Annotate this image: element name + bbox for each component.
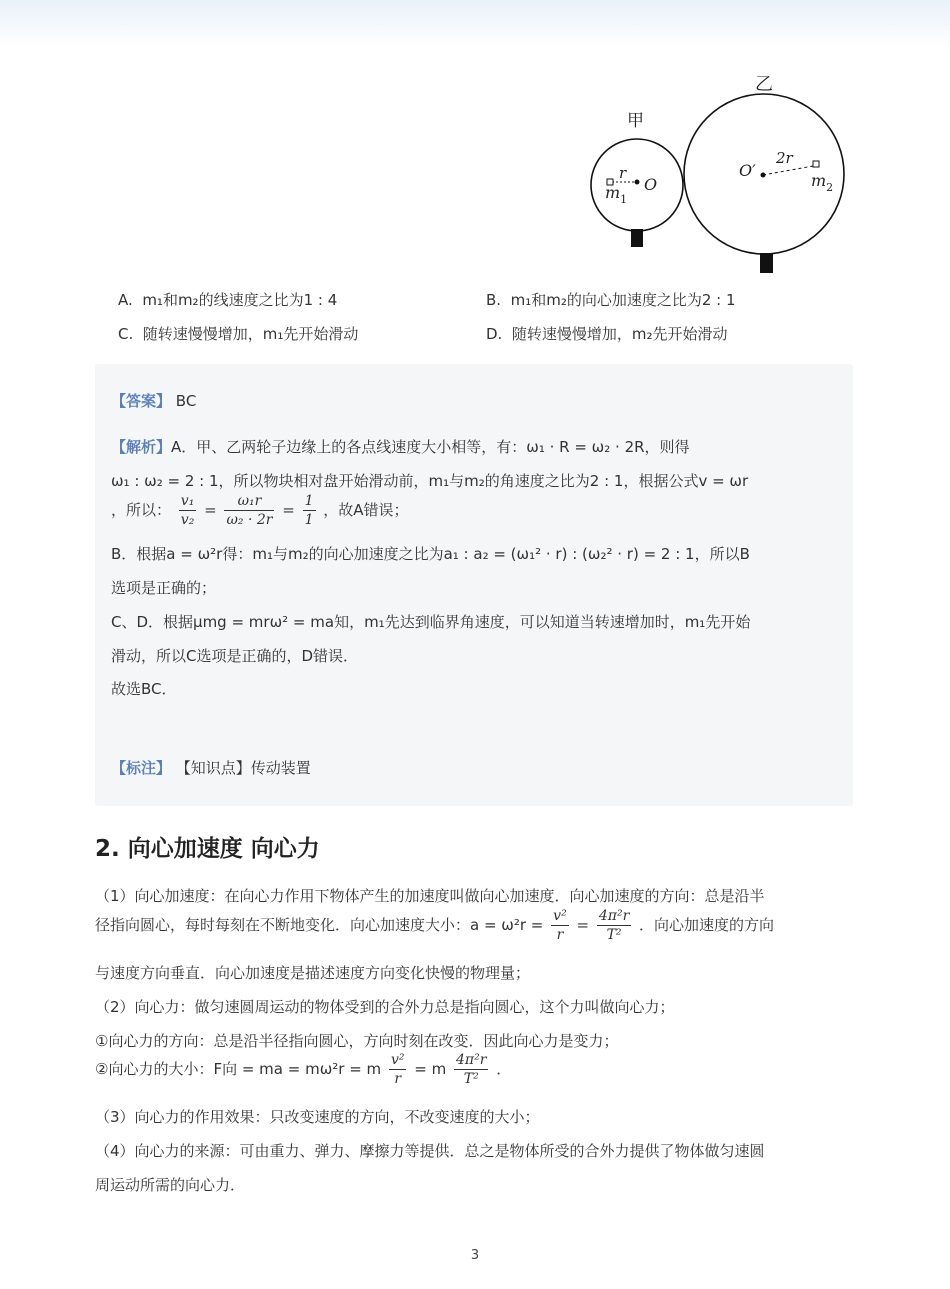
page-header-band — [0, 0, 950, 46]
analysis-tag: 【解析】 — [111, 438, 172, 456]
section-title: 2. 向心加速度 向心力 — [95, 836, 320, 862]
label-r: r — [619, 164, 627, 182]
figure-label-yi: 乙 — [755, 74, 773, 95]
section-p2: （2）向心力：做匀速圆周运动的物体受到的合外力总是指向圆心，这个力叫做向心力； — [95, 998, 675, 1016]
section-p2a: ①向心力的方向：总是沿半径指向圆心，方向时刻在改变．因此向心力是变力； — [95, 1032, 619, 1050]
section-p2b-pre: ②向心力的大小：F向 = ma = mω²r = m — [95, 1060, 382, 1078]
label-O-prime: O′ — [739, 161, 756, 180]
fraction-p2b-4pi2r-T2-den: T² — [463, 1071, 479, 1087]
section-p3: （3）向心力的作用效果：只改变速度的方向，不改变速度的大小； — [95, 1108, 540, 1126]
note-tag: 【标注】 — [111, 759, 172, 777]
label-m2: $m_2$ — [811, 171, 834, 194]
analysis-line-8: 故选BC． — [111, 680, 177, 698]
fraction-p2b-4pi2r-T2-num: 4π²r — [456, 1052, 487, 1068]
option-a[interactable] — [118, 289, 337, 310]
fraction-p2b-v2-r-num: v² — [390, 1052, 405, 1068]
option-c-prefix: C. — [118, 325, 134, 343]
radius-2r-line — [763, 166, 813, 175]
answer-value: BC — [175, 392, 197, 410]
option-c-text: 随转速慢慢增加，m₁先开始滑动 — [142, 325, 359, 343]
stand-jia — [631, 229, 643, 247]
analysis-line-4: B．根据a = ω²r得：m₁与m₂的向心加速度之比为a₁ : a₂ = (ω₁² · r) : (ω₂² · r) = 2 : 1，所以B — [111, 545, 750, 563]
fraction-p2b-4pi2r-T2 — [454, 1051, 488, 1088]
section-p2b-post: ． — [496, 1060, 512, 1078]
option-c[interactable] — [118, 323, 358, 344]
analysis-text-3-pre: ，所以： — [111, 501, 172, 519]
section-p1-line1: （1）向心加速度：在向心力作用下物体产生的加速度叫做向心加速度．向心加速度的方向：总是沿半 — [95, 887, 765, 905]
equals-sign: = — [204, 501, 217, 519]
section-p2b-mid: = m — [414, 1060, 447, 1078]
section-p4-line2: 周运动所需的向心力． — [95, 1176, 246, 1194]
option-a-text: m₁和m₂的线速度之比为1 : 4 — [142, 291, 338, 309]
option-a-prefix: A. — [118, 291, 133, 309]
analysis-line-7: 滑动，所以C选项是正确的，D错误． — [111, 647, 359, 665]
fraction-p2b-v2-r-den: r — [394, 1071, 402, 1087]
fraction-omega — [224, 492, 274, 529]
label-2r: 2r — [776, 149, 793, 167]
fraction-omega-num: ω₁r — [224, 492, 274, 511]
equals-sign-3: = — [576, 916, 590, 934]
option-b-prefix: B. — [486, 291, 502, 309]
note-line — [111, 757, 311, 778]
section-p1-line3: 与速度方向垂直．向心加速度是描述速度方向变化快慢的物理量； — [95, 964, 531, 982]
fraction-v2-r-den: r — [556, 927, 564, 943]
fraction-v2-r — [551, 907, 569, 944]
fraction-v1-v2 — [179, 492, 197, 529]
fraction-omega-den: ω₂ · 2r — [226, 512, 273, 528]
option-d[interactable] — [486, 323, 728, 344]
fraction-4pi2r-T2 — [597, 907, 631, 944]
answer-line — [111, 390, 196, 411]
fraction-v2-r-num: v² — [553, 908, 567, 924]
analysis-text-1: A．甲、乙两轮子边缘上的各点线速度大小相等，有：ω₁ · R = ω₂ · 2R，则得 — [171, 438, 690, 456]
fraction-4pi2r-T2-num: 4π²r — [598, 908, 630, 924]
analysis-text-3-post: ，故A错误； — [323, 501, 409, 519]
option-d-text: 随转速慢慢增加，m₂先开始滑动 — [511, 325, 728, 343]
section-p1-line2-pre: 径指向圆心，每时每刻在不断地变化．向心加速度大小：a = ω²r = — [95, 916, 544, 934]
option-d-prefix: D. — [486, 325, 503, 343]
analysis-line-2: ω₁ : ω₂ = 2 : 1，所以物块相对盘开始滑动前，m₁与m₂的角速度之比为2 : 1，根据公式v = ωr — [111, 472, 749, 490]
section-p2b — [95, 1051, 511, 1088]
label-O: O — [644, 175, 658, 194]
transmission-figure — [585, 62, 865, 282]
block-m2 — [813, 161, 819, 167]
fraction-one — [303, 492, 316, 529]
analysis-line-3 — [111, 492, 409, 529]
fraction-4pi2r-T2-den: T² — [606, 927, 622, 943]
analysis-line-6: C、D．根据μmg = mrω² = ma知，m₁先达到临界角速度，可以知道当转速增加时，m₁先开始 — [111, 613, 751, 631]
option-b-text: m₁和m₂的向心加速度之比为2 : 1 — [510, 291, 736, 309]
option-b[interactable] — [486, 289, 736, 310]
section-p1-line2 — [95, 907, 774, 944]
fraction-v1-v2-den: v₂ — [180, 512, 195, 528]
figure-label-jia: 甲 — [627, 111, 644, 131]
section-p4-line1: （4）向心力的来源：可由重力、弹力、摩擦力等提供．总之是物体所受的合外力提供了物体做匀速圆 — [95, 1142, 765, 1160]
stand-yi — [760, 253, 773, 273]
page-number: 3 — [470, 1248, 480, 1263]
equals-sign-2: = — [282, 501, 295, 519]
answer-tag: 【答案】 — [111, 392, 172, 410]
label-m1: $m_1$ — [605, 183, 628, 206]
fraction-p2b-v2-r — [389, 1051, 407, 1088]
note-text: 【知识点】传动装置 — [175, 759, 311, 777]
fraction-one-den: 1 — [304, 512, 314, 528]
section-p1-line2-post: ．向心加速度的方向 — [639, 916, 775, 934]
fraction-v1-v2-num: v₁ — [180, 493, 195, 509]
fraction-one-num: 1 — [304, 493, 314, 509]
analysis-line-5: 选项是正确的； — [111, 579, 217, 597]
analysis-line-1 — [111, 436, 690, 457]
